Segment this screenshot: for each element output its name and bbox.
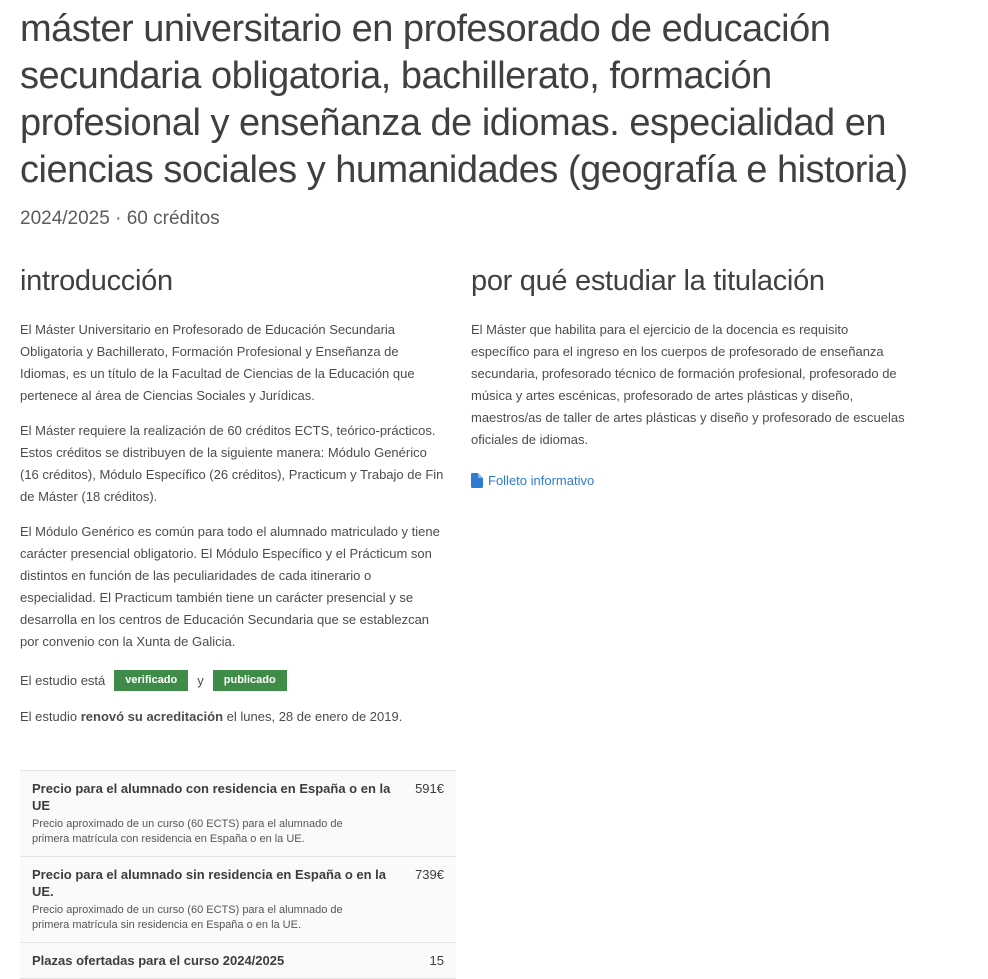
row-label: Plazas ofertadas para el curso 2024/2025: [32, 953, 285, 968]
study-status-line: [20, 670, 448, 691]
section-heading-introduccion: introducción: [20, 265, 173, 297]
why-study-section: [471, 264, 908, 493]
price-info-table: [20, 770, 456, 979]
folleto-informativo-label: Folleto informativo: [488, 473, 595, 488]
intro-paragraph-1: El Máster Universitario en Profesorado de Educación Secundaria Obligatoria y Bachillerato, Formación Profesional y Enseñanza de Idiomas, es un título de la Facultad de Ciencias de la Educación que pertenece al área de Ciencias Sociales y Jurídicas.: [20, 322, 415, 403]
accreditation-prefix: El estudio: [20, 709, 78, 724]
document-icon: [471, 473, 483, 488]
why-study-paragraph: El Máster que habilita para el ejercicio de la docencia es requisito específico para el ingreso en los cuerpos de profesorado de enseñanza secundaria, profesorado técnico de formación profesional, profesorado de música y artes escénicas, profesorado de artes plásticas y diseño, maestros/as de taller de artes plásticas y diseño y profesorado de escuelas oficiales de idiomas.: [471, 322, 905, 447]
status-conjunction: y: [197, 673, 204, 688]
accreditation-text: [20, 706, 448, 728]
status-prefix: El estudio está: [20, 673, 106, 688]
status-badge-verified: verificado: [114, 670, 188, 691]
folleto-informativo-link[interactable]: [471, 473, 594, 488]
row-value: 739€: [415, 867, 444, 882]
content-columns: [20, 264, 968, 979]
row-label: Precio para el alumnado sin residencia en España o en la UE.: [32, 867, 387, 899]
introduction-section: [20, 264, 448, 979]
table-row: [20, 942, 456, 978]
page-subtitle: 2024/2025 · 60 créditos: [20, 208, 220, 229]
row-label: Precio para el alumnado con residencia en España o en la UE: [32, 781, 391, 813]
page-title: máster universitario en profesorado de educación secundaria obligatoria, bachillerato, formación profesional y enseñanza de idiomas. especialidad en ciencias sociales y humanidades (geografía e historia): [20, 8, 908, 191]
row-value: 15: [429, 953, 444, 968]
row-value: 591€: [415, 781, 444, 796]
accreditation-suffix: el lunes, 28 de enero de 2019.: [226, 709, 403, 724]
row-description: Precio aproximado de un curso (60 ECTS) para el alumnado de primera matrícula sin residencia en España o en la UE.: [32, 904, 343, 931]
table-row: [20, 771, 456, 856]
section-heading-why-study: por qué estudiar la titulación: [471, 265, 825, 297]
intro-paragraph-3: El Módulo Genérico es común para todo el alumnado matriculado y tiene carácter presencial obligatorio. El Módulo Específico y el Prácticum son distintos en función de las peculiaridades de cada itinerario o especialidad. El Practicum también tiene un carácter presencial y se desarrolla en los centros de Educación Secundaria que se establezcan por convenio con la Xunta de Galicia.: [20, 524, 440, 649]
table-row: [20, 856, 456, 942]
status-badge-published: publicado: [213, 670, 287, 691]
row-description: Precio aproximado de un curso (60 ECTS) para el alumnado de primera matrícula con residencia en España o en la UE.: [32, 818, 343, 845]
accreditation-highlight: renovó su acreditación: [80, 709, 224, 724]
intro-paragraph-2: El Máster requiere la realización de 60 créditos ECTS, teórico-prácticos. Estos créditos se distribuyen de la siguiente manera: Módulo Genérico (16 créditos), Módulo Específico (26 créditos), Practicum y Trabajo de Fin de Máster (18 créditos).: [20, 423, 444, 504]
